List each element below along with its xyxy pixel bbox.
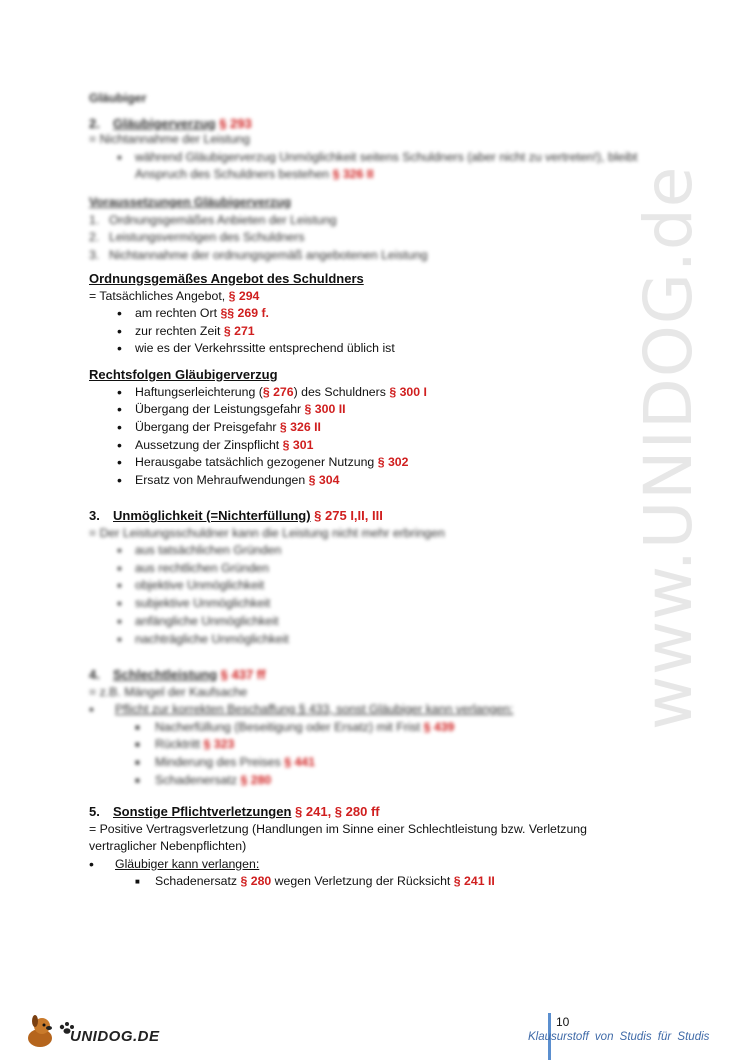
list-item: • Herausgabe tatsächlich gezogener Nutzung § 302: [89, 454, 649, 472]
list-item: • Gläubiger kann verlangen:: [89, 856, 649, 874]
section-2-bullets: [89, 149, 649, 184]
list-item: ■ Schadenersatz § 280: [89, 772, 649, 790]
prerequisites-heading: Voraussetzungen Gläubigerverzug: [89, 195, 292, 209]
list-item: • wie es der Verkehrssitte entsprechend üblich ist: [89, 340, 649, 358]
list-item: • nachträgliche Unmöglichkeit: [89, 631, 649, 649]
consequences-list: [89, 384, 649, 490]
list-item: • Übergang der Leistungsgefahr § 300 II: [89, 401, 649, 419]
section-2: [89, 116, 649, 184]
list-item: • Pflicht zur korrekten Beschaffung § 433, sonst Gläubiger kann verlangen:: [89, 701, 649, 719]
list-item: • Aussetzung der Zinspflicht § 301: [89, 437, 649, 455]
list-item: • Übergang der Preisgefahr § 326 II: [89, 419, 649, 437]
section-5-heading: 5. Sonstige Pflichtverletzungen § 241, § 280 ff: [89, 804, 380, 819]
list-item: • objektive Unmöglichkeit: [89, 577, 649, 595]
prerequisites-list: [89, 212, 649, 265]
offer-section: [89, 270, 649, 358]
blurred-top-section: [89, 90, 146, 108]
section-2-heading: 2. Gläubigerverzug § 293: [89, 116, 252, 131]
section-4: [89, 666, 649, 790]
list-item: 3. Nichtannahme der ordnungsgemäß angebotenen Leistung: [89, 247, 428, 262]
logo-text: UNIDOG.DE: [70, 1028, 160, 1045]
section-5-definition-line-2: vertraglicher Nebenpflichten): [89, 839, 247, 853]
unidog-logo: [20, 1014, 160, 1050]
list-item: • anfängliche Unmöglichkeit: [89, 613, 649, 631]
footer-tagline: Klausurstoff von Studis für Studis: [528, 1031, 710, 1043]
section-4-heading: 4. Schlechtleistung § 437 ff: [89, 667, 266, 682]
section-3-heading: 3. Unmöglichkeit (=Nichterfüllung) § 275 I,II, III: [89, 508, 383, 523]
section-3: [89, 507, 649, 648]
consequences-heading: Rechtsfolgen Gläubigerverzug: [89, 367, 278, 382]
list-item: ■ Nacherfüllung (Beseitigung oder Ersatz) mit Frist § 439: [89, 719, 649, 737]
list-item: • Ersatz von Mehraufwendungen § 304: [89, 472, 649, 490]
section-2-definition: = Nichtannahme der Leistung: [89, 132, 250, 146]
list-item: 2. Leistungsvermögen des Schuldners: [89, 230, 305, 244]
list-item: ■ Minderung des Preises § 441: [89, 754, 649, 772]
offer-list: [89, 305, 649, 358]
list-item: • aus rechtlichen Gründen: [89, 560, 649, 578]
section-4-definition: = z.B. Mängel der Kaufsache: [89, 684, 248, 699]
section-3-list: [89, 542, 649, 648]
watermark: www.UNIDOG.de: [630, 165, 707, 730]
list-item: • aus tatsächlichen Gründen: [89, 542, 649, 560]
offer-intro: = Tatsächliches Angebot, § 294: [89, 288, 260, 303]
section-4-list: [89, 701, 649, 790]
list-item: • subjektive Unmöglichkeit: [89, 595, 649, 613]
creditor-label: Gläubiger: [89, 91, 147, 105]
list-item: ■ Schadenersatz § 280 wegen Verletzung der Rücksicht § 241 II: [89, 873, 649, 891]
list-item: 1. Ordnungsgemäßes Anbieten der Leistung: [89, 212, 337, 227]
list-item: ■ Rücktritt § 323: [89, 736, 649, 754]
section-5-definition-line-1: = Positive Vertragsverletzung (Handlungen im Sinne einer Schlechtleistung bzw. Verletzung: [89, 821, 587, 836]
list-item: • während Gläubigerverzug Unmöglichkeit seitens Schuldners (aber nicht zu vertreten!), bleibt Anspruch des Schuldners bestehen § 326 II: [89, 149, 649, 184]
page-number: 10: [556, 1015, 570, 1029]
section-5: [89, 803, 649, 891]
section-3-definition: = Der Leistungsschuldner kann die Leistung nicht mehr erbringen: [89, 525, 445, 540]
section-5-list: [89, 856, 649, 891]
prerequisites: [89, 194, 649, 264]
offer-heading: Ordnungsgemäßes Angebot des Schuldners: [89, 271, 364, 286]
list-item: • Haftungserleichterung (§ 276) des Schuldners § 300 I: [89, 384, 649, 402]
list-item: • am rechten Ort §§ 269 f.: [89, 305, 649, 323]
consequences-section: [89, 366, 649, 490]
list-item: • zur rechten Zeit § 271: [89, 323, 649, 341]
